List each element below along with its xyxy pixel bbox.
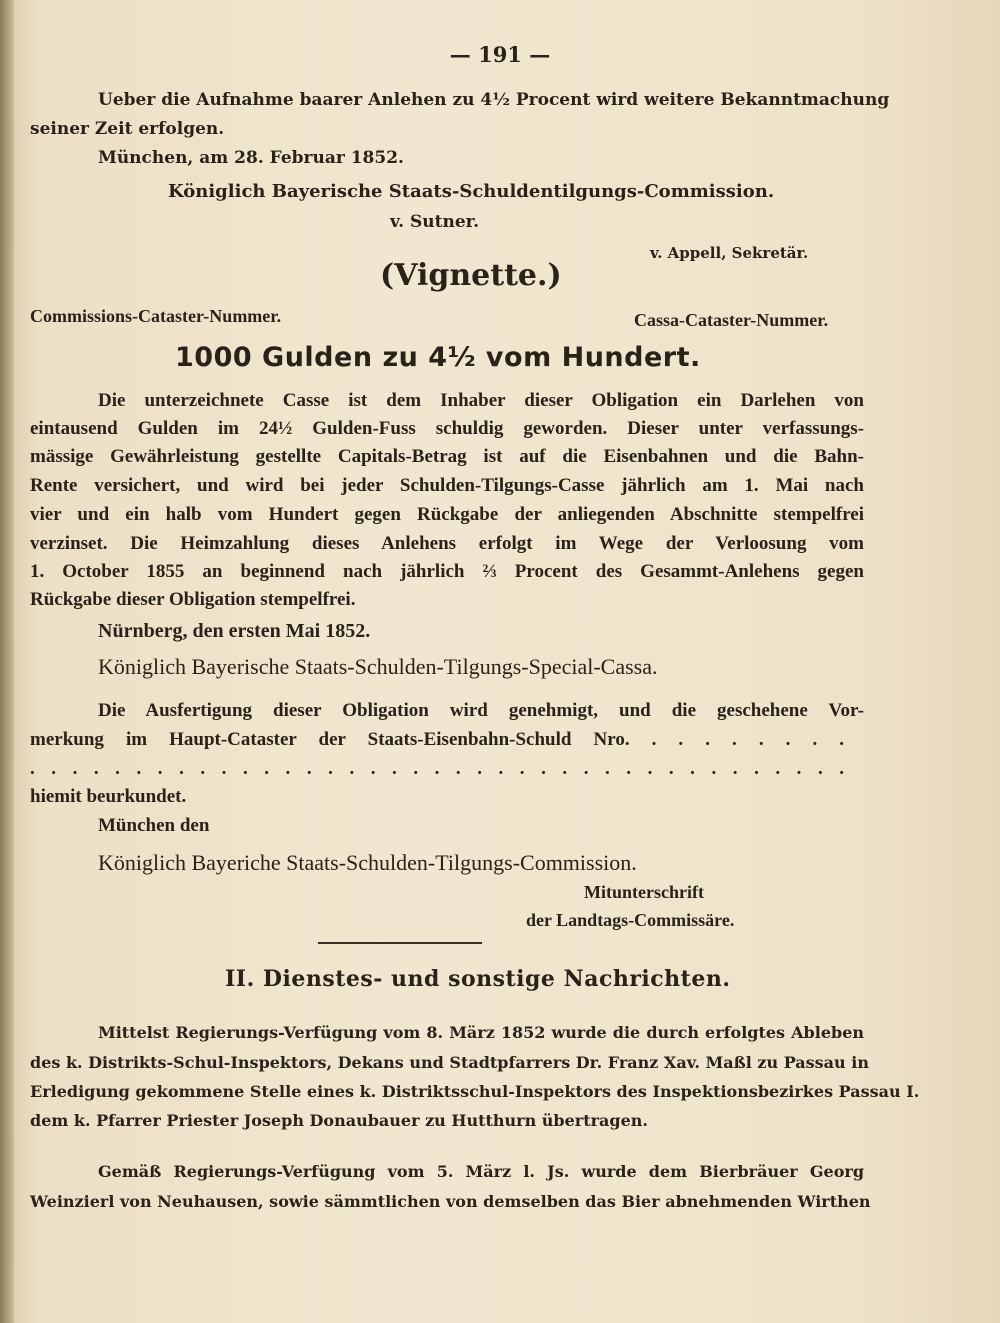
section-para2-line: Weinzierl von Neuhausen, sowie sämmtlichen von demselben das Bier abnehmenden Wirthen [30,1192,871,1211]
obligation-line: Die unterzeichnete Casse ist dem Inhaber dieser Obligation ein Darlehen von [98,390,864,411]
approval-line: merkung im Haupt-Cataster der Staats-Eisenbahn-Schuld Nro. . . . . . . . . [30,729,844,750]
notice-line-1: Ueber die Aufnahme baarer Anlehen zu 4½ Procent wird weitere Bekanntmachung [98,90,890,110]
nuernberg-place-date: Nürnberg, den ersten Mai 1852. [98,620,371,642]
obligation-line: Rente versichert, und wird bei jeder Schulden-Tilgungs-Casse jährlich am 1. Mai nach [30,475,864,496]
obligation-heading: 1000 Gulden zu 4½ vom Hundert. [175,342,701,373]
approval-dotted-line: . . . . . . . . . . . . . . . . . . . . . . . . . . . . . . . . . . . . . . . [30,758,844,779]
obligation-line: eintausend Gulden im 24½ Gulden-Fuss schuldig geworden. Dieser unter verfassungs- [30,418,864,439]
page-spine-shadow [0,0,14,1323]
section-para1-line: dem k. Pfarrer Priester Joseph Donaubauer zu Hutthurn übertragen. [30,1111,648,1130]
special-cassa-name: Königlich Bayerische Staats-Schulden-Tilgungs-Special-Cassa. [98,654,658,679]
obligation-line: 1. October 1855 an beginnend nach jährlich ⅔ Procent des Gesammt-Anlehens gegen [30,561,864,582]
section-para1-line: des k. Distrikts-Schul-Inspektors, Dekans und Stadtpfarrers Dr. Franz Xav. Maßl zu Passau in [30,1053,869,1072]
notice-signatory: v. Sutner. [390,212,479,232]
page-number: — 191 — [449,42,551,67]
obligation-line: vier und ein halb vom Hundert gegen Rückgabe der anliegenden Abschnitte stempelfrei [30,504,864,525]
countersign-label: Mitunterschrift [584,882,704,902]
notice-line-2: seiner Zeit erfolgen. [30,119,225,139]
obligation-line: verzinset. Die Heimzahlung dieses Anlehens erfolgt im Wege der Verloosung vom [30,533,864,554]
section-divider [318,942,482,944]
section-heading: II. Dienstes- und sonstige Nachrichten. [225,966,731,992]
cassa-cataster-label: Cassa-Cataster-Nummer. [634,310,829,330]
approval-line: Die Ausfertigung dieser Obligation wird genehmigt, und die geschehene Vor- [98,700,864,721]
countersign-commissioners: der Landtags-Commissäre. [526,910,735,930]
vignette-placeholder: (Vignette.) [380,258,562,293]
commissions-cataster-label: Commissions-Cataster-Nummer. [30,306,282,326]
obligation-line: Rückgabe dieser Obligation stempelfrei. [30,589,356,610]
commission-name: Königlich Bayeriche Staats-Schulden-Tilgungs-Commission. [98,850,637,875]
section-para2-line: Gemäß Regierungs-Verfügung vom 5. März l. Js. wurde dem Bierbräuer Georg [98,1162,864,1181]
notice-secretary: v. Appell, Sekretär. [650,244,809,262]
section-para1-line: Erledigung gekommene Stelle eines k. Distriktsschul-Inspektors des Inspektionsbezirkes Passau I. [30,1082,920,1101]
muenchen-date-line: München den [98,815,210,836]
notice-commission: Königlich Bayerische Staats-Schuldentilgungs-Commission. [168,181,775,202]
notice-place-date: München, am 28. Februar 1852. [98,148,404,168]
section-para1-line: Mittelst Regierungs-Verfügung vom 8. März 1852 wurde die durch erfolgtes Ableben [98,1023,864,1042]
obligation-line: mässige Gewährleistung gestellte Capitals-Betrag ist auf die Eisenbahnen und die Bahn- [30,446,864,467]
approval-line: hiemit beurkundet. [30,786,187,807]
